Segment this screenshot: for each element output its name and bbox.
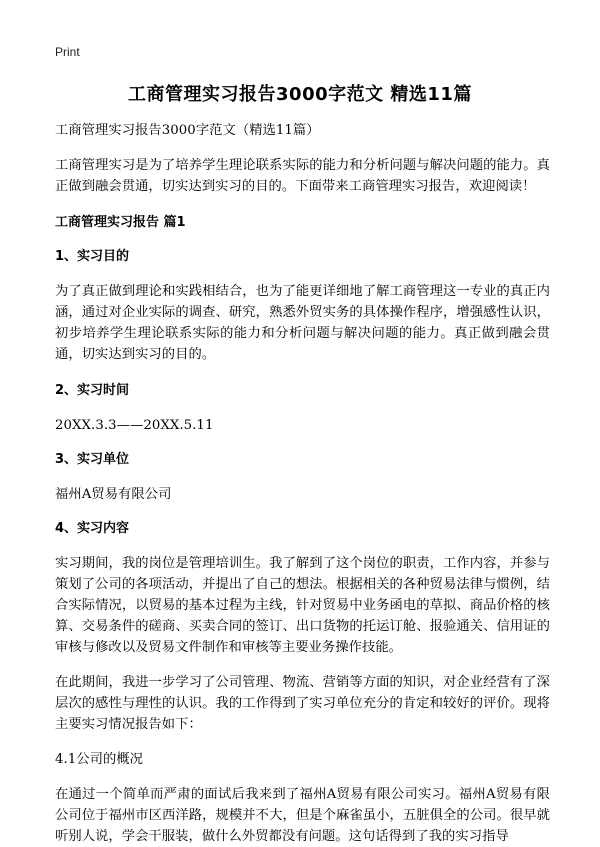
intro-paragraph: 工商管理实习是为了培养学生理论联系实际的能力和分析问题与解决问题的能力。真正做到融会贯通，切实达到实习的目的。下面带来工商管理实习报告，欢迎阅读！: [55, 158, 550, 194]
heading-unit: 3、实习单位: [55, 452, 130, 467]
paragraph-unit: 福州A贸易有限公司: [55, 487, 172, 502]
heading-company-overview: 4.1公司的概况: [55, 752, 144, 767]
document-title: 工商管理实习报告3000字范文 精选11篇: [128, 84, 472, 105]
heading-purpose: 1、实习目的: [55, 249, 130, 264]
paragraph-company-overview: 在通过一个简单而严肃的面试后我来到了福州A贸易有限公司实习。福州A贸易有限公司位于福州市区西洋路，规模并不大，但是个麻雀虽小，五脏俱全的公司。很早就听别人说，学会干服装，做什么外贸都没有问题。这句话得到了我的实习指导: [55, 787, 550, 844]
heading-time: 2、实习时间: [55, 383, 130, 398]
paragraph-purpose: 为了真正做到理论和实践相结合，也为了能更详细地了解工商管理这一专业的真正内涵，通过对企业实际的调查、研究，熟悉外贸实务的具体操作程序，增强感性认识，初步培养学生理论联系实际的能力和分析问题与解决问题的能力。真正做到融会贯通，切实达到实习的目的。: [55, 284, 550, 362]
paragraph-time: 20XX.3.3——20XX.5.11: [55, 418, 214, 433]
document-body: [55, 120, 550, 847]
paragraph-content-1: 实习期间，我的岗位是管理培训生。我了解到了这个岗位的职责，工作内容，并参与策划了公司的各项活动，并提出了自己的想法。根据相关的各种贸易法律与惯例，结合实际情况，以贸易的基本过程为主线，针对贸易中业务函电的草拟、商品价格的核算、交易条件的磋商、买卖合同的签订、出口货物的托运订舱、报验通关、信用证的审核与修改以及贸易文件制作和审核等主要业务操作技能。: [55, 556, 550, 655]
paragraph-content-2: 在此期间，我进一步学习了公司管理、物流、营销等方面的知识，对企业经营有了深层次的感性与理性的认识。我的工作得到了实习单位充分的肯定和较好的评价。现将主要实习情况报告如下：: [55, 675, 550, 732]
print-label: Print: [55, 45, 80, 59]
section-title: 工商管理实习报告 篇1: [55, 215, 186, 230]
heading-content: 4、实习内容: [55, 521, 130, 536]
subtitle: 工商管理实习报告3000字范文（精选11篇）: [55, 123, 320, 138]
